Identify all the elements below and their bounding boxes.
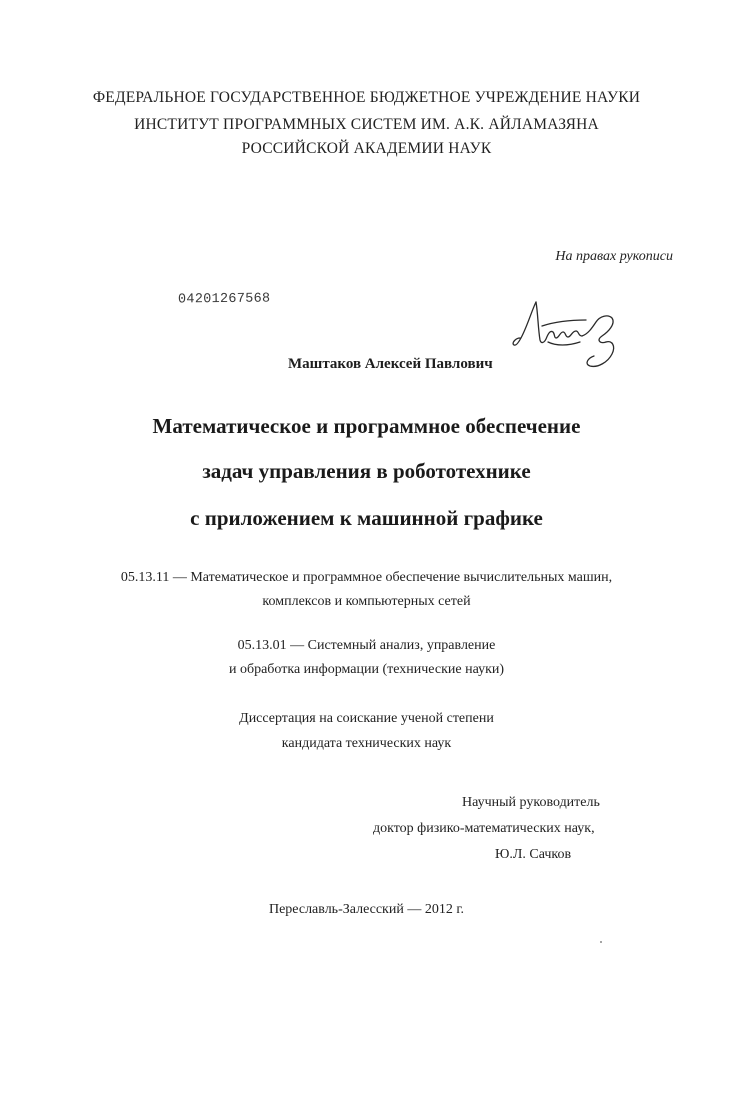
title-line-3: с приложением к машинной графике bbox=[190, 506, 543, 530]
specialty-1-line-1: 05.13.11 — Математическое и программное обеспечение вычислительных машин, bbox=[120, 570, 613, 585]
organization-line-3: РОССИЙСКОЙ АКАДЕМИИ НАУК bbox=[241, 140, 492, 157]
organization-line-1: ФЕДЕРАЛЬНОЕ ГОСУДАРСТВЕННОЕ БЮДЖЕТНОЕ УЧРЕЖДЕНИЕ НАУКИ bbox=[92, 89, 641, 106]
supervisor-role: Научный руководитель bbox=[462, 795, 600, 810]
supervisor-name: Ю.Л. Сачков bbox=[495, 847, 572, 862]
signature-image bbox=[508, 296, 620, 374]
scan-speck bbox=[600, 941, 602, 943]
inventory-number: 04201267568 bbox=[177, 291, 271, 308]
place-and-year: Переславль-Залесский — 2012 г. bbox=[268, 902, 465, 917]
author-name: Маштаков Алексей Павлович bbox=[288, 356, 493, 372]
title-line-1: Математическое и программное обеспечение bbox=[152, 414, 581, 438]
supervisor-title: доктор физико-математических наук, bbox=[373, 821, 595, 836]
manuscript-note: На правах рукописи bbox=[555, 249, 673, 264]
organization-line-2: ИНСТИТУТ ПРОГРАММНЫХ СИСТЕМ ИМ. А.К. АЙЛАМАЗЯНА bbox=[134, 116, 599, 133]
degree-line-2: кандидата технических наук bbox=[281, 736, 452, 751]
specialty-1-line-2: комплексов и компьютерных сетей bbox=[262, 594, 471, 609]
specialty-2-line-1: 05.13.01 — Системный анализ, управление bbox=[237, 638, 496, 653]
title-line-2: задач управления в робототехнике bbox=[202, 459, 531, 483]
degree-line-1: Диссертация на соискание ученой степени bbox=[239, 711, 494, 726]
specialty-2-line-2: и обработка информации (технические науки) bbox=[228, 662, 505, 677]
